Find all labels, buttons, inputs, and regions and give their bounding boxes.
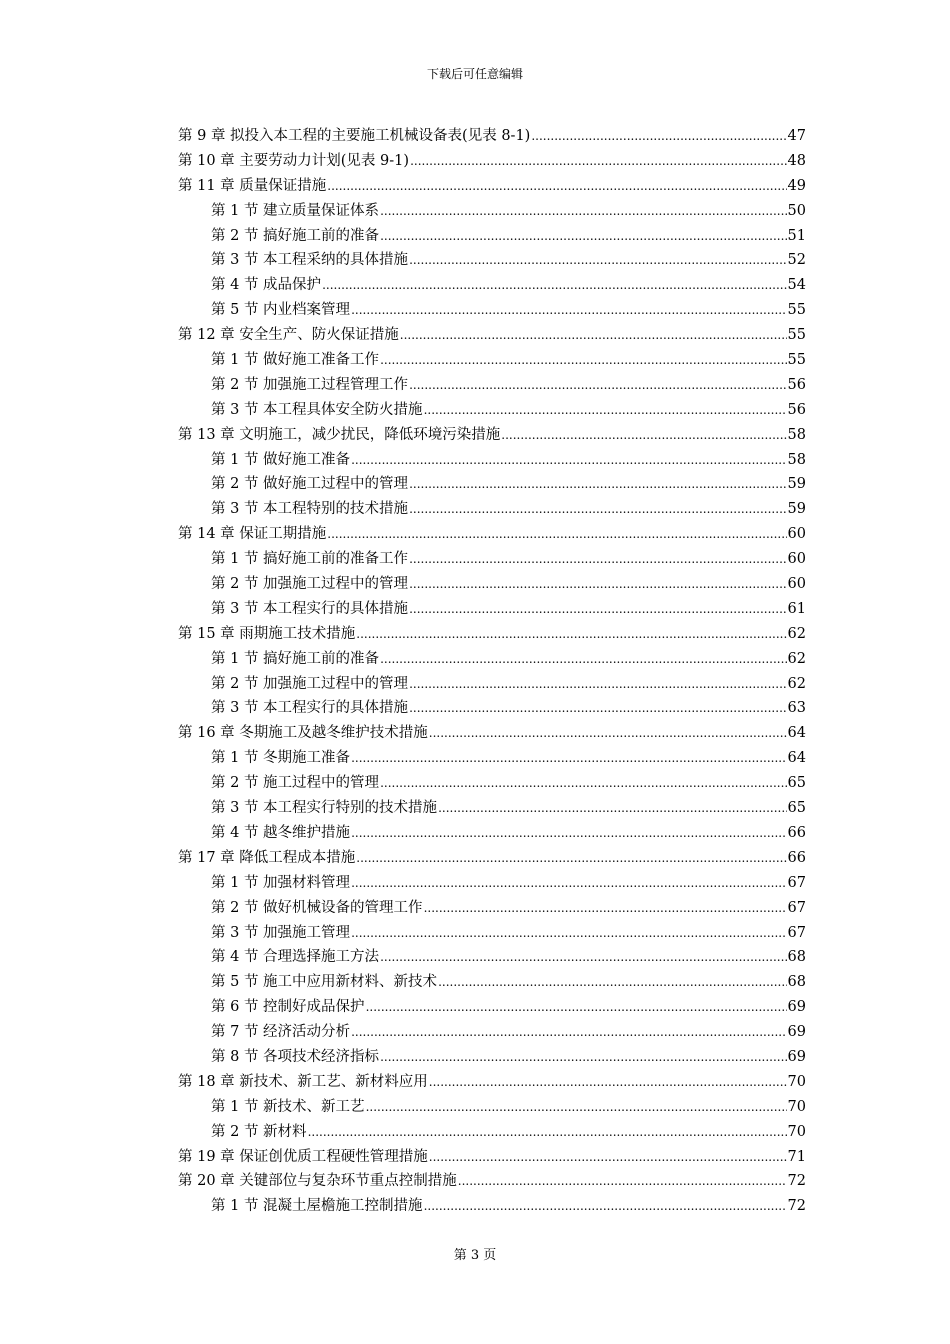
toc-dot-leader [400,323,787,348]
toc-section-entry[interactable] [178,1194,806,1219]
toc-dot-leader [351,1020,786,1045]
table-of-contents [178,124,806,1219]
toc-dot-leader [308,1120,787,1145]
toc-entry-title: 第 20 章 关键部位与复杂环节重点控制措施 [178,1173,457,1190]
toc-section-entry[interactable] [178,348,806,373]
toc-section-entry[interactable] [178,1120,806,1145]
toc-section-entry[interactable] [178,896,806,921]
toc-entry-page-number: 60 [787,576,806,593]
toc-entry-page-number: 58 [787,426,806,443]
toc-entry-title: 第 2 节 加强施工过程管理工作 [211,376,409,393]
toc-entry-page-number: 63 [787,700,806,717]
toc-chapter-entry[interactable] [178,622,806,647]
toc-section-entry[interactable] [178,248,806,273]
toc-dot-leader [351,871,786,896]
toc-dot-leader [409,597,786,622]
toc-entry-page-number: 62 [787,675,806,692]
toc-entry-title: 第 3 节 本工程采纳的具体措施 [211,252,409,269]
toc-dot-leader [409,696,786,721]
page-number: 第 3 页 [453,1248,497,1263]
toc-entry-title: 第 13 章 文明施工，减少扰民，降低环境污染措施 [178,426,501,443]
toc-section-entry[interactable] [178,1095,806,1120]
toc-chapter-entry[interactable] [178,1169,806,1194]
toc-entry-page-number: 55 [787,352,806,369]
toc-entry-title: 第 2 节 做好施工过程中的管理 [211,476,409,493]
toc-entry-page-number: 60 [787,551,806,568]
toc-entry-title: 第 8 节 各项技术经济指标 [211,1048,380,1065]
toc-entry-title: 第 15 章 雨期施工技术措施 [178,625,356,642]
toc-entry-title: 第 4 节 越冬维护措施 [211,824,351,841]
toc-dot-leader [424,398,787,423]
toc-dot-leader [429,721,787,746]
toc-entry-title: 第 1 节 做好施工准备 [211,451,351,468]
toc-section-entry[interactable] [178,871,806,896]
toc-dot-leader [351,921,786,946]
toc-section-entry[interactable] [178,921,806,946]
toc-dot-leader [322,273,786,298]
toc-entry-page-number: 61 [787,600,806,617]
toc-chapter-entry[interactable] [178,174,806,199]
toc-chapter-entry[interactable] [178,721,806,746]
toc-entry-page-number: 67 [787,924,806,941]
toc-entry-title: 第 2 节 加强施工过程中的管理 [211,675,409,692]
toc-dot-leader [409,497,786,522]
toc-section-entry[interactable] [178,647,806,672]
toc-entry-page-number: 64 [787,750,806,767]
toc-entry-page-number: 69 [787,999,806,1016]
toc-entry-page-number: 47 [787,128,806,144]
page-header: 下载后可任意编辑 [426,67,523,81]
toc-entry-title: 第 2 节 施工过程中的管理 [211,775,380,792]
toc-dot-leader [409,547,786,572]
toc-dot-leader [327,174,786,199]
toc-chapter-entry[interactable] [178,1070,806,1095]
toc-dot-leader [409,472,786,497]
toc-entry-page-number: 70 [787,1098,806,1115]
toc-chapter-entry[interactable] [178,149,806,174]
toc-section-entry[interactable] [178,547,806,572]
toc-chapter-entry[interactable] [178,124,806,149]
toc-dot-leader [410,149,786,174]
toc-entry-title: 第 2 节 搞好施工前的准备 [211,227,380,244]
toc-entry-page-number: 58 [787,451,806,468]
toc-entry-title: 第 1 节 加强材料管理 [211,874,351,891]
toc-entry-title: 第 2 节 加强施工过程中的管理 [211,576,409,593]
toc-dot-leader [409,572,786,597]
toc-section-entry[interactable] [178,572,806,597]
toc-entry-title: 第 19 章 保证创优质工程硬性管理措施 [178,1148,428,1165]
toc-entry-page-number: 68 [787,974,806,991]
toc-chapter-entry[interactable] [178,522,806,547]
toc-dot-leader [380,199,786,224]
toc-dot-leader [531,124,786,149]
toc-section-entry[interactable] [178,398,806,423]
toc-entry-title: 第 5 节 内业档案管理 [211,302,351,319]
toc-dot-leader [501,423,786,448]
toc-section-entry[interactable] [178,1045,806,1070]
toc-dot-leader [429,1145,787,1170]
toc-section-entry[interactable] [178,696,806,721]
toc-section-entry[interactable] [178,298,806,323]
toc-section-entry[interactable] [178,995,806,1020]
toc-entry-title: 第 1 节 混凝土屋檐施工控制措施 [211,1198,423,1215]
toc-entry-page-number: 56 [787,376,806,393]
toc-section-entry[interactable] [178,472,806,497]
toc-dot-leader [409,672,786,697]
toc-entry-page-number: 70 [787,1073,806,1090]
toc-entry-page-number: 65 [787,800,806,817]
toc-entry-title: 第 10 章 主要劳动力计划(见表 9-1) [178,152,410,169]
toc-entry-title: 第 12 章 安全生产、防火保证措施 [178,327,399,344]
toc-section-entry[interactable] [178,373,806,398]
toc-entry-title: 第 16 章 冬期施工及越冬维护技术措施 [178,725,428,742]
toc-entry-page-number: 65 [787,775,806,792]
toc-entry-title: 第 14 章 保证工期措施 [178,526,327,543]
toc-entry-page-number: 67 [787,874,806,891]
toc-entry-page-number: 62 [787,625,806,642]
toc-entry-page-number: 72 [787,1198,806,1215]
toc-chapter-entry[interactable] [178,323,806,348]
toc-dot-leader [409,373,786,398]
toc-entry-title: 第 9 章 拟投入本工程的主要施工机械设备表(见表 8-1) [178,128,531,144]
toc-dot-leader [424,896,787,921]
toc-section-entry[interactable] [178,945,806,970]
toc-entry-page-number: 66 [787,849,806,866]
toc-entry-title: 第 1 节 做好施工准备工作 [211,352,380,369]
toc-section-entry[interactable] [178,821,806,846]
toc-dot-leader [429,1070,787,1095]
toc-section-entry[interactable] [178,597,806,622]
toc-section-entry[interactable] [178,224,806,249]
toc-entry-page-number: 60 [787,526,806,543]
toc-entry-page-number: 54 [787,277,806,294]
toc-dot-leader [380,647,786,672]
toc-entry-page-number: 69 [787,1024,806,1041]
toc-entry-title: 第 17 章 降低工程成本措施 [178,849,356,866]
toc-entry-page-number: 69 [787,1048,806,1065]
toc-entry-title: 第 1 节 搞好施工前的准备 [211,650,380,667]
toc-entry-title: 第 18 章 新技术、新工艺、新材料应用 [178,1073,428,1090]
toc-entry-page-number: 50 [787,202,806,219]
toc-entry-title: 第 5 节 施工中应用新材料、新技术 [211,974,438,991]
toc-entry-page-number: 56 [787,401,806,418]
toc-entry-title: 第 2 节 新材料 [211,1123,307,1140]
toc-entry-title: 第 3 节 本工程特别的技术措施 [211,501,409,518]
toc-section-entry[interactable] [178,497,806,522]
toc-entry-title: 第 3 节 本工程实行的具体措施 [211,600,409,617]
toc-dot-leader [380,945,786,970]
toc-entry-title: 第 3 节 本工程具体安全防火措施 [211,401,423,418]
toc-entry-page-number: 70 [787,1123,806,1140]
toc-dot-leader [380,1045,786,1070]
toc-section-entry[interactable] [178,273,806,298]
toc-dot-leader [424,1194,787,1219]
toc-entry-page-number: 48 [787,152,806,169]
toc-dot-leader [351,298,786,323]
toc-section-entry[interactable] [178,199,806,224]
toc-entry-page-number: 51 [787,227,806,244]
toc-dot-leader [438,796,786,821]
toc-entry-page-number: 71 [787,1148,806,1165]
toc-dot-leader [327,522,786,547]
toc-entry-page-number: 62 [787,650,806,667]
toc-entry-title: 第 3 节 本工程实行的具体措施 [211,700,409,717]
toc-entry-page-number: 55 [787,327,806,344]
toc-chapter-entry[interactable] [178,423,806,448]
toc-entry-title: 第 6 节 控制好成品保护 [211,999,365,1016]
toc-section-entry[interactable] [178,746,806,771]
toc-dot-leader [356,622,786,647]
toc-dot-leader [351,448,786,473]
toc-dot-leader [380,224,786,249]
toc-section-entry[interactable] [178,771,806,796]
toc-dot-leader [438,970,786,995]
toc-entry-title: 第 1 节 建立质量保证体系 [211,202,380,219]
toc-entry-title: 第 1 节 冬期施工准备 [211,750,351,767]
toc-entry-title: 第 7 节 经济活动分析 [211,1024,351,1041]
toc-dot-leader [409,248,786,273]
toc-section-entry[interactable] [178,1020,806,1045]
toc-entry-page-number: 72 [787,1173,806,1190]
toc-entry-page-number: 55 [787,302,806,319]
toc-dot-leader [458,1169,787,1194]
toc-entry-title: 第 1 节 新技术、新工艺 [211,1098,365,1115]
toc-entry-page-number: 59 [787,501,806,518]
toc-dot-leader [356,846,786,871]
toc-chapter-entry[interactable] [178,1145,806,1170]
toc-entry-page-number: 59 [787,476,806,493]
toc-entry-page-number: 67 [787,899,806,916]
toc-entry-page-number: 68 [787,949,806,966]
toc-dot-leader [380,348,786,373]
toc-entry-title: 第 2 节 做好机械设备的管理工作 [211,899,423,916]
toc-section-entry[interactable] [178,672,806,697]
toc-entry-title: 第 4 节 成品保护 [211,277,322,294]
toc-dot-leader [351,746,786,771]
toc-entry-page-number: 52 [787,252,806,269]
toc-section-entry[interactable] [178,970,806,995]
toc-dot-leader [366,1095,787,1120]
toc-dot-leader [366,995,787,1020]
toc-entry-title: 第 1 节 搞好施工前的准备工作 [211,551,409,568]
toc-entry-page-number: 64 [787,725,806,742]
toc-entry-page-number: 66 [787,824,806,841]
toc-entry-title: 第 4 节 合理选择施工方法 [211,949,380,966]
toc-section-entry[interactable] [178,796,806,821]
toc-dot-leader [351,821,786,846]
toc-entry-title: 第 3 节 加强施工管理 [211,924,351,941]
toc-chapter-entry[interactable] [178,846,806,871]
toc-entry-title: 第 11 章 质量保证措施 [178,177,327,194]
toc-section-entry[interactable] [178,448,806,473]
toc-dot-leader [380,771,786,796]
toc-entry-page-number: 49 [787,177,806,194]
toc-entry-title: 第 3 节 本工程实行特别的技术措施 [211,800,438,817]
